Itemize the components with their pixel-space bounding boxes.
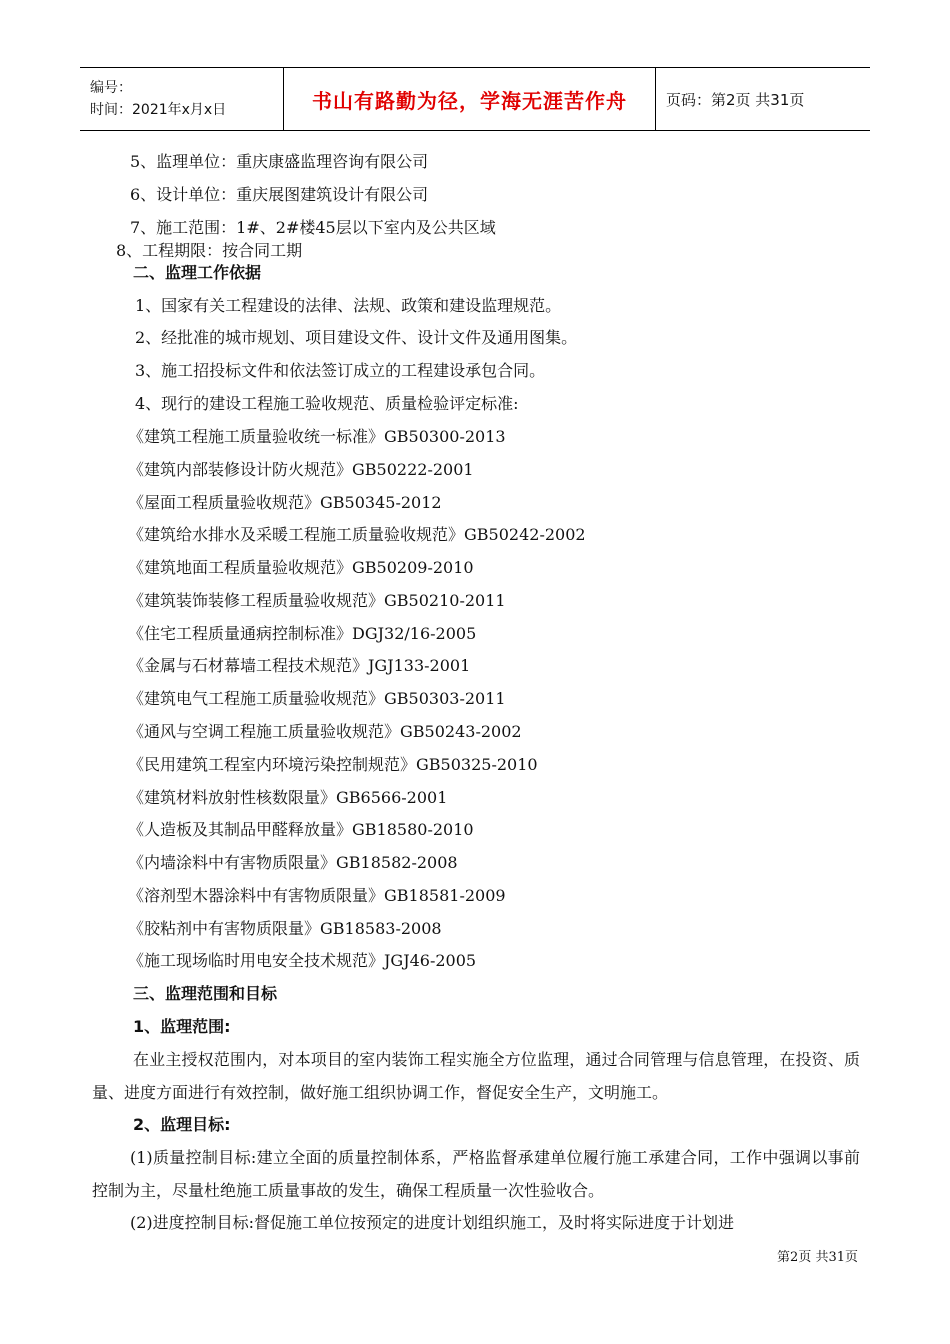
- section-3-title: 三、监理范围和目标: [133, 984, 278, 1003]
- project-item-period: 8、工程期限：按合同工期: [116, 241, 303, 260]
- standard-item: 《建筑地面工程质量验收规范》GB50209-2010: [128, 558, 474, 577]
- section-2-title: 二、监理工作依据: [133, 263, 262, 282]
- basis-item: 4、现行的建设工程施工验收规范、质量检验评定标准:: [135, 394, 519, 413]
- standard-item: 《建筑材料放射性核数限量》GB6566-2001: [128, 788, 448, 807]
- standard-item: 《建筑内部装修设计防火规范》GB50222-2001: [128, 460, 474, 479]
- header-meta: [80, 68, 283, 130]
- standard-item: 《人造板及其制品甲醛释放量》GB18580-2010: [128, 820, 474, 839]
- header-motto-cell: [283, 68, 656, 130]
- header-page-info: 页码：第2页 共31页: [666, 90, 805, 109]
- standard-item: 《溶剂型木器涂料中有害物质限量》GB18581-2009: [128, 886, 506, 905]
- standard-item: 《建筑给水排水及采暖工程施工质量验收规范》GB50242-2002: [128, 525, 586, 544]
- standard-item: 《建筑装饰装修工程质量验收规范》GB50210-2011: [128, 591, 506, 610]
- document-number-label: 编号：: [90, 80, 132, 96]
- standard-item: 《金属与石材幕墙工程技术规范》JGJ133-2001: [128, 656, 471, 675]
- project-item-scope: 7、施工范围：1#、2#楼45层以下室内及公共区域: [130, 218, 496, 237]
- standard-item: 《屋面工程质量验收规范》GB50345-2012: [128, 493, 442, 512]
- goal-title: 2、监理目标:: [133, 1115, 231, 1134]
- basis-item: 2、经批准的城市规划、项目建设文件、设计文件及通用图集。: [135, 328, 578, 347]
- header-page-info-cell: [656, 68, 870, 130]
- standard-item: 《民用建筑工程室内环境污染控制规范》GB50325-2010: [128, 755, 538, 774]
- project-item-supervisor: 5、监理单位：重庆康盛监理咨询有限公司: [130, 152, 429, 171]
- standard-item: 《建筑电气工程施工质量验收规范》GB50303-2011: [128, 689, 506, 708]
- project-item-designer: 6、设计单位：重庆展图建筑设计有限公司: [130, 185, 429, 204]
- schedule-goal-paragraph: (2)进度控制目标:督促施工单位按预定的进度计划组织施工，及时将实际进度于计划进: [130, 1213, 735, 1232]
- basis-item: 1、国家有关工程建设的法律、法规、政策和建设监理规范。: [135, 296, 562, 315]
- header-motto: 书山有路勤为径，学海无涯苦作舟: [312, 88, 627, 113]
- standard-item: 《内墙涂料中有害物质限量》GB18582-2008: [128, 853, 458, 872]
- document-time-label: 时间：2021年x月x日: [90, 102, 227, 118]
- standard-item: 《住宅工程质量通病控制标准》DGJ32/16-2005: [128, 624, 477, 643]
- quality-goal-paragraph: (1)质量控制目标:建立全面的质量控制体系，严格监督承建单位履行施工承建合同，工作中强调以事前控制为主，尽量杜绝施工质量事故的发生，确保工程质量一次性验收合。: [92, 1148, 860, 1200]
- page-footer: 第2页 共31页: [777, 1250, 858, 1265]
- page-header: [80, 67, 870, 131]
- basis-item: 3、施工招投标文件和依法签订成立的工程建设承包合同。: [135, 361, 546, 380]
- standard-item: 《胶粘剂中有害物质限量》GB18583-2008: [128, 919, 442, 938]
- scope-paragraph: 在业主授权范围内，对本项目的室内装饰工程实施全方位监理，通过合同管理与信息管理，在投资、质量、进度方面进行有效控制，做好施工组织协调工作，督促安全生产，文明施工。: [92, 1050, 860, 1102]
- standard-item: 《施工现场临时用电安全技术规范》JGJ46-2005: [128, 951, 477, 970]
- standard-item: 《通风与空调工程施工质量验收规范》GB50243-2002: [128, 722, 522, 741]
- standard-item: 《建筑工程施工质量验收统一标准》GB50300-2013: [128, 427, 506, 446]
- scope-title: 1、监理范围:: [133, 1017, 231, 1036]
